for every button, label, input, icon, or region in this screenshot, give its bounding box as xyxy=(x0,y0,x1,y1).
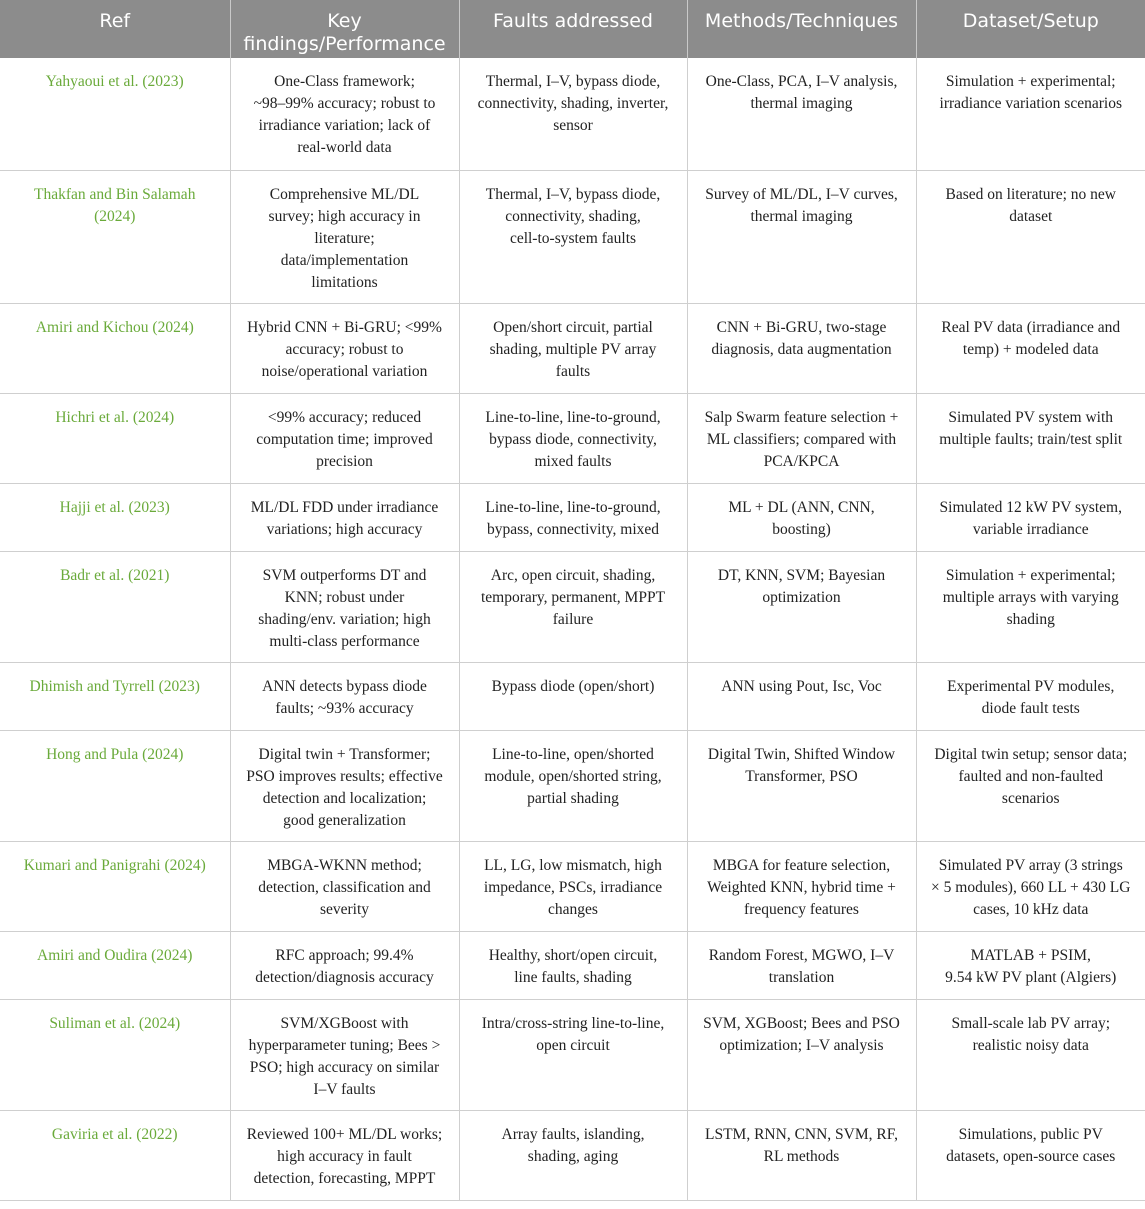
methods-cell xyxy=(687,303,916,393)
header-text-line: Dataset/Setup xyxy=(962,10,1099,32)
header-text-line: Key xyxy=(327,10,362,32)
cell-text-line: Real PV data (irradiance and xyxy=(941,318,1121,336)
table-row xyxy=(0,730,1145,841)
table-row xyxy=(0,841,1145,931)
cell-text-line: Dhimish and Tyrrell (2023) xyxy=(29,677,200,695)
cell-text-line: Thermal, I–V, bypass diode, xyxy=(485,185,661,203)
ref-cell xyxy=(0,730,230,841)
ref-cell xyxy=(0,170,230,303)
cell-text-line: 9.54 kW PV plant (Algiers) xyxy=(945,968,1117,986)
header-methods xyxy=(687,0,916,58)
table-body xyxy=(0,58,1145,1200)
cell-text-line: ML/DL FDD under irradiance xyxy=(250,498,439,516)
cell-text-line: MBGA for feature selection, xyxy=(712,856,891,874)
findings-cell xyxy=(230,303,459,393)
cell-text-line: partial shading xyxy=(527,789,619,807)
table-row xyxy=(0,170,1145,303)
cell-text-line: faults xyxy=(555,362,591,380)
header-text-line: Methods/Techniques xyxy=(704,10,899,32)
cell-text-line: RL methods xyxy=(763,1147,840,1165)
cell-text-line: (2024) xyxy=(94,207,136,225)
cell-text-line: ML classifiers; compared with xyxy=(706,430,897,448)
cell-text-line: shading/env. variation; high xyxy=(258,610,431,628)
cell-text-line: Hybrid CNN + Bi-GRU; <99% xyxy=(247,318,442,336)
dataset-cell xyxy=(916,483,1145,551)
table-header-row xyxy=(0,0,1145,58)
findings-cell xyxy=(230,999,459,1110)
cell-text-line: PSO; high accuracy on similar xyxy=(249,1058,440,1076)
dataset-cell xyxy=(916,551,1145,662)
cell-text-line: datasets, open-source cases xyxy=(946,1147,1116,1165)
cell-text-line: Simulation + experimental; xyxy=(945,566,1116,584)
cell-text-line: CNN + Bi-GRU, two-stage xyxy=(716,318,887,336)
cell-text-line: faulted and non-faulted xyxy=(958,767,1104,785)
cell-text-line: ANN using Pout, Isc, Voc xyxy=(721,677,882,695)
header-faults xyxy=(459,0,687,58)
cell-text-line: Gaviria et al. (2022) xyxy=(51,1125,178,1143)
cell-text-line: Random Forest, MGWO, I–V xyxy=(708,946,895,964)
cell-text-line: faults; ~93% accuracy xyxy=(275,699,414,717)
cell-text-line: Digital twin setup; sensor data; xyxy=(934,745,1128,763)
cell-text-line: One-Class, PCA, I–V analysis, xyxy=(705,73,898,90)
cell-text-line: detection/diagnosis accuracy xyxy=(255,968,434,986)
cell-text-line: temporary, permanent, MPPT xyxy=(480,588,666,606)
cell-text-line: Simulated 12 kW PV system, xyxy=(939,498,1122,516)
cell-text-line: Line-to-line, line-to-ground, xyxy=(485,408,661,426)
cell-text-line: impedance, PSCs, irradiance xyxy=(483,878,663,896)
cell-text-line: One-Class framework; xyxy=(274,73,415,90)
findings-cell xyxy=(230,662,459,730)
ref-cell xyxy=(0,393,230,483)
faults-cell xyxy=(459,730,687,841)
ref-cell xyxy=(0,999,230,1110)
cell-text-line: KNN; robust under xyxy=(284,588,405,606)
cell-text-line: detection, classification and xyxy=(258,878,431,896)
cell-text-line: Amiri and Kichou (2024) xyxy=(35,318,194,336)
methods-cell xyxy=(687,170,916,303)
cell-text-line: noise/operational variation xyxy=(261,362,428,380)
faults-cell xyxy=(459,393,687,483)
cell-text-line: Array faults, islanding, xyxy=(501,1125,645,1143)
cell-text-line: ML + DL (ANN, CNN, xyxy=(728,498,875,516)
cell-text-line: high accuracy in fault xyxy=(277,1147,412,1165)
findings-cell xyxy=(230,1110,459,1200)
cell-text-line: variations; high accuracy xyxy=(266,520,423,538)
faults-cell xyxy=(459,483,687,551)
cell-text-line: Healthy, short/open circuit, xyxy=(488,946,658,964)
ref-cell xyxy=(0,931,230,999)
cell-text-line: Salp Swarm feature selection + xyxy=(704,408,899,426)
header-key-findings xyxy=(230,0,459,58)
cell-text-line: Yahyaoui et al. (2023) xyxy=(45,73,184,90)
cell-text-line: Reviewed 100+ ML/DL works; xyxy=(246,1125,443,1143)
ref-cell xyxy=(0,551,230,662)
cell-text-line: Weighted KNN, hybrid time + xyxy=(707,878,896,896)
cell-text-line: detection, forecasting, MPPT xyxy=(253,1169,436,1187)
faults-cell xyxy=(459,931,687,999)
methods-cell xyxy=(687,393,916,483)
cell-text-line: sensor xyxy=(553,117,593,134)
faults-cell xyxy=(459,58,687,170)
cell-text-line: irradiance variation scenarios xyxy=(939,95,1122,112)
findings-cell xyxy=(230,841,459,931)
faults-cell xyxy=(459,999,687,1110)
cell-text-line: Amiri and Oudira (2024) xyxy=(37,946,193,964)
cell-text-line: Hong and Pula (2024) xyxy=(46,745,184,763)
cell-text-line: Open/short circuit, partial xyxy=(493,318,653,336)
dataset-cell xyxy=(916,730,1145,841)
cell-text-line: cases, 10 kHz data xyxy=(973,900,1089,918)
cell-text-line: boosting) xyxy=(772,520,831,538)
table-row xyxy=(0,393,1145,483)
cell-text-line: Small-scale lab PV array; xyxy=(951,1014,1111,1032)
cell-text-line: SVM, XGBoost; Bees and PSO xyxy=(703,1014,900,1032)
cell-text-line: shading, aging xyxy=(527,1147,619,1165)
cell-text-line: hyperparameter tuning; Bees > xyxy=(248,1036,441,1054)
cell-text-line: accuracy; robust to xyxy=(285,340,404,358)
cell-text-line: real-world data xyxy=(297,139,392,156)
cell-text-line: translation xyxy=(768,968,835,986)
faults-cell xyxy=(459,1110,687,1200)
header-text-line: Ref xyxy=(99,10,131,32)
cell-text-line: cell-to-system faults xyxy=(509,229,637,247)
ref-cell xyxy=(0,483,230,551)
header-text-line: findings/Performance xyxy=(243,33,446,55)
cell-text-line: data/implementation xyxy=(280,251,409,269)
cell-text-line: limitations xyxy=(311,273,378,291)
dataset-cell xyxy=(916,58,1145,170)
table-row xyxy=(0,551,1145,662)
table-row xyxy=(0,1110,1145,1200)
cell-text-line: Badr et al. (2021) xyxy=(60,566,170,584)
findings-cell xyxy=(230,483,459,551)
header-text-line: Faults addressed xyxy=(493,10,653,32)
cell-text-line: RFC approach; 99.4% xyxy=(275,946,414,964)
cell-text-line: Survey of ML/DL, I–V curves, xyxy=(705,185,898,203)
cell-text-line: literature; xyxy=(314,229,375,247)
ref-cell xyxy=(0,1110,230,1200)
cell-text-line: line faults, shading xyxy=(514,968,632,986)
cell-text-line: Line-to-line, line-to-ground, xyxy=(485,498,661,516)
cell-text-line: PSO improves results; effective xyxy=(246,767,443,785)
cell-text-line: Transformer, PSO xyxy=(745,767,858,785)
findings-cell xyxy=(230,551,459,662)
cell-text-line: Simulated PV array (3 strings xyxy=(938,856,1123,874)
methods-cell xyxy=(687,1110,916,1200)
cell-text-line: optimization xyxy=(762,588,841,606)
dataset-cell xyxy=(916,303,1145,393)
faults-cell xyxy=(459,662,687,730)
cell-text-line: <99% accuracy; reduced xyxy=(267,408,422,426)
faults-cell xyxy=(459,303,687,393)
cell-text-line: SVM outperforms DT and xyxy=(262,566,427,584)
cell-text-line: Hajji et al. (2023) xyxy=(59,498,170,516)
header-ref xyxy=(0,0,230,58)
dataset-cell xyxy=(916,1110,1145,1200)
cell-text-line: shading, multiple PV array xyxy=(489,340,657,358)
dataset-cell xyxy=(916,999,1145,1110)
cell-text-line: DT, KNN, SVM; Bayesian xyxy=(717,566,886,584)
cell-text-line: Simulations, public PV xyxy=(958,1125,1103,1143)
cell-text-line: Line-to-line, open/shorted xyxy=(492,745,654,763)
cell-text-line: module, open/shorted string, xyxy=(484,767,662,785)
ref-cell xyxy=(0,58,230,170)
cell-text-line: Suliman et al. (2024) xyxy=(49,1014,181,1032)
cell-text-line: thermal imaging xyxy=(750,95,853,112)
cell-text-line: detection and localization; xyxy=(262,789,427,807)
ref-cell xyxy=(0,303,230,393)
cell-text-line: multiple faults; train/test split xyxy=(939,430,1123,448)
dataset-cell xyxy=(916,662,1145,730)
cell-text-line: realistic noisy data xyxy=(972,1036,1089,1054)
dataset-cell xyxy=(916,931,1145,999)
methods-cell xyxy=(687,483,916,551)
ref-cell xyxy=(0,841,230,931)
findings-cell xyxy=(230,170,459,303)
table-row xyxy=(0,999,1145,1110)
cell-text-line: LL, LG, low mismatch, high xyxy=(484,856,662,874)
table-row xyxy=(0,303,1145,393)
cell-text-line: Experimental PV modules, xyxy=(947,677,1115,695)
methods-cell xyxy=(687,58,916,170)
faults-cell xyxy=(459,841,687,931)
cell-text-line: Digital twin + Transformer; xyxy=(258,745,431,763)
cell-text-line: Comprehensive ML/DL xyxy=(269,185,420,203)
cell-text-line: Digital Twin, Shifted Window xyxy=(707,745,896,763)
cell-text-line: thermal imaging xyxy=(750,207,853,225)
dataset-cell xyxy=(916,170,1145,303)
cell-text-line: MBGA-WKNN method; xyxy=(267,856,422,874)
cell-text-line: bypass, connectivity, mixed xyxy=(486,520,660,538)
cell-text-line: × 5 modules), 660 LL + 430 LG xyxy=(931,878,1131,896)
cell-text-line: Simulated PV system with xyxy=(948,408,1114,426)
cell-text-line: ~98–99% accuracy; robust to xyxy=(253,95,436,112)
cell-text-line: Kumari and Panigrahi (2024) xyxy=(23,856,206,874)
cell-text-line: ANN detects bypass diode xyxy=(262,677,427,695)
cell-text-line: Arc, open circuit, shading, xyxy=(490,566,656,584)
cell-text-line: open circuit xyxy=(536,1036,610,1054)
cell-text-line: MATLAB + PSIM, xyxy=(970,946,1091,964)
cell-text-line: I–V faults xyxy=(313,1080,376,1098)
cell-text-line: shading xyxy=(1006,610,1055,628)
faults-cell xyxy=(459,551,687,662)
cell-text-line: bypass diode, connectivity, xyxy=(489,430,657,448)
cell-text-line: optimization; I–V analysis xyxy=(719,1036,884,1054)
table-row xyxy=(0,662,1145,730)
cell-text-line: survey; high accuracy in xyxy=(268,207,421,225)
cell-text-line: variable irradiance xyxy=(972,520,1089,538)
findings-cell xyxy=(230,931,459,999)
cell-text-line: dataset xyxy=(1009,207,1053,225)
methods-cell xyxy=(687,551,916,662)
cell-text-line: good generalization xyxy=(283,811,406,829)
findings-cell xyxy=(230,730,459,841)
methods-cell xyxy=(687,931,916,999)
cell-text-line: Thermal, I–V, bypass diode, xyxy=(485,73,661,90)
dataset-cell xyxy=(916,393,1145,483)
cell-text-line: temp) + modeled data xyxy=(962,340,1099,358)
cell-text-line: Based on literature; no new xyxy=(945,185,1116,203)
methods-cell xyxy=(687,730,916,841)
cell-text-line: Thakfan and Bin Salamah xyxy=(34,185,196,203)
cell-text-line: Simulation + experimental; xyxy=(945,73,1116,90)
cell-text-line: diode fault tests xyxy=(981,699,1080,717)
cell-text-line: irradiance variation; lack of xyxy=(258,117,431,134)
cell-text-line: multiple arrays with varying xyxy=(942,588,1119,606)
table-row xyxy=(0,931,1145,999)
header-dataset xyxy=(916,0,1145,58)
cell-text-line: Intra/cross-string line-to-line, xyxy=(481,1014,665,1032)
cell-text-line: diagnosis, data augmentation xyxy=(711,340,892,358)
table-row xyxy=(0,58,1145,170)
faults-cell xyxy=(459,170,687,303)
findings-cell xyxy=(230,393,459,483)
cell-text-line: severity xyxy=(319,900,370,918)
cell-text-line: PCA/KPCA xyxy=(763,452,840,470)
ref-cell xyxy=(0,662,230,730)
cell-text-line: SVM/XGBoost with xyxy=(280,1014,409,1032)
methods-cell xyxy=(687,662,916,730)
cell-text-line: LSTM, RNN, CNN, SVM, RF, xyxy=(705,1125,898,1143)
cell-text-line: Hichri et al. (2024) xyxy=(55,408,175,426)
cell-text-line: precision xyxy=(316,452,373,470)
dataset-cell xyxy=(916,841,1145,931)
methods-cell xyxy=(687,841,916,931)
cell-text-line: computation time; improved xyxy=(256,430,433,448)
cell-text-line: connectivity, shading, xyxy=(505,207,641,225)
cell-text-line: multi-class performance xyxy=(269,632,420,650)
cell-text-line: connectivity, shading, inverter, xyxy=(477,95,669,112)
cell-text-line: mixed faults xyxy=(534,452,612,470)
findings-cell xyxy=(230,58,459,170)
cell-text-line: Bypass diode (open/short) xyxy=(491,677,655,695)
cell-text-line: frequency features xyxy=(744,900,859,918)
cell-text-line: changes xyxy=(548,900,598,918)
methods-cell xyxy=(687,999,916,1110)
cell-text-line: scenarios xyxy=(1001,789,1060,807)
table-row xyxy=(0,483,1145,551)
cell-text-line: failure xyxy=(552,610,594,628)
